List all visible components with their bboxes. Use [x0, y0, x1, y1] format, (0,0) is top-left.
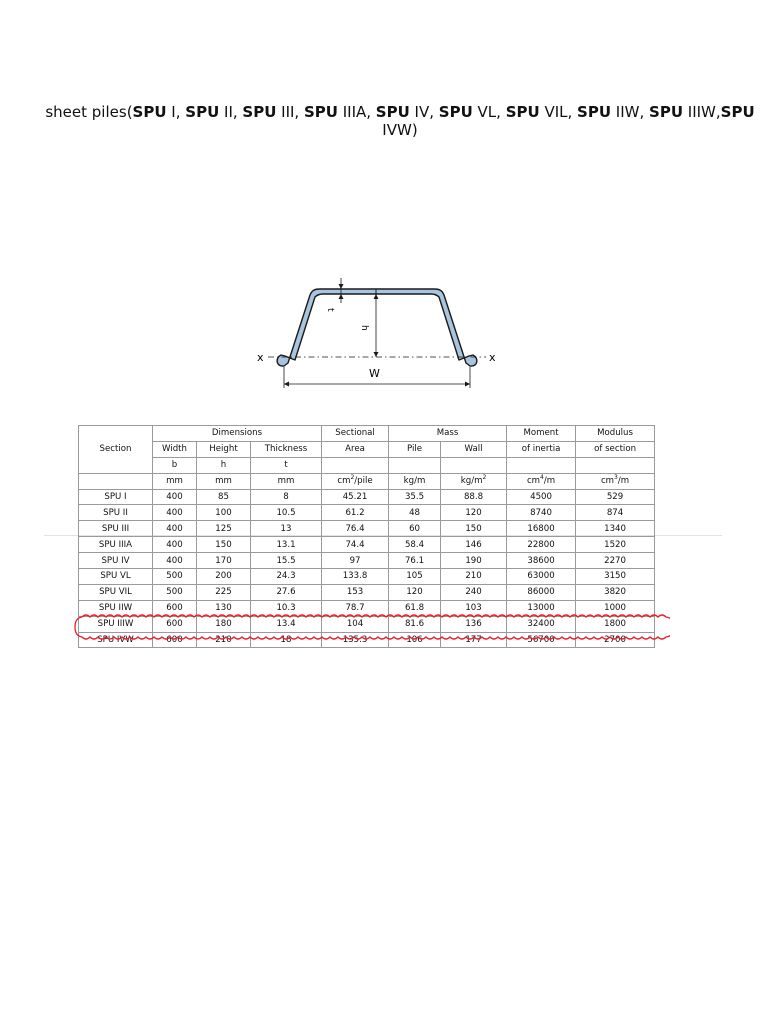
unit-modulus-exp: 3: [614, 474, 618, 482]
title-part-bold: SPU: [303, 103, 338, 121]
cell-wall-mass: 136: [441, 616, 507, 632]
cell-height: 130: [197, 600, 251, 616]
unit-wall: [441, 473, 507, 489]
cell-section: SPU I: [79, 489, 153, 505]
cell-modulus: 2270: [576, 553, 655, 569]
header-pile: Pile: [389, 441, 441, 457]
header-dimensions: Dimensions: [153, 426, 322, 442]
cell-modulus: 1800: [576, 616, 655, 632]
title-part-bold: SPU: [242, 103, 277, 121]
table-row: [79, 489, 655, 505]
unit-modulus-tail: /m: [617, 476, 630, 487]
unit-modulus: [576, 473, 655, 489]
header-sectional: Sectional: [322, 426, 389, 442]
cell-wall-mass: 150: [441, 521, 507, 537]
cell-modulus: 1520: [576, 537, 655, 553]
cell-area: 45.21: [322, 489, 389, 505]
title-part-rest: IIW,: [611, 103, 650, 121]
cell-width: 600: [153, 632, 197, 648]
cell-area: 97: [322, 553, 389, 569]
cell-section: SPU IVW: [79, 632, 153, 648]
unit-inertia-exp: 4: [540, 474, 544, 482]
cell-thickness: 27.6: [251, 584, 322, 600]
title-part-rest: IV,: [409, 103, 439, 121]
cell-pile-mass: 35.5: [389, 489, 441, 505]
cell-width: 400: [153, 489, 197, 505]
cell-thickness: 13.1: [251, 537, 322, 553]
units-row: [79, 473, 655, 489]
cell-thickness: 24.3: [251, 569, 322, 585]
cell-modulus: 1340: [576, 521, 655, 537]
cell-wall-mass: 210: [441, 569, 507, 585]
title-part-rest: IVW: [382, 121, 412, 139]
header-row-3: [79, 457, 655, 473]
header-blank-pile: [389, 457, 441, 473]
unit-inertia-base: cm: [526, 476, 541, 487]
title-part-rest: I,: [166, 103, 186, 121]
title-part-bold: SPU: [185, 103, 220, 121]
cell-area: 104: [322, 616, 389, 632]
cell-wall-mass: 88.8: [441, 489, 507, 505]
cell-thickness: 8: [251, 489, 322, 505]
header-mass: Mass: [389, 426, 507, 442]
unit-inertia: [507, 473, 576, 489]
page-title: [40, 103, 760, 139]
cell-modulus: 3150: [576, 569, 655, 585]
cell-height: 85: [197, 489, 251, 505]
cell-inertia: 4500: [507, 489, 576, 505]
header-height: Height: [197, 441, 251, 457]
table-row: [79, 569, 655, 585]
cell-pile-mass: 105: [389, 569, 441, 585]
cell-pile-mass: 58.4: [389, 537, 441, 553]
width-arrow-left: [284, 382, 289, 387]
header-thickness: Thickness: [251, 441, 322, 457]
cell-width: 400: [153, 521, 197, 537]
table-row: [79, 537, 655, 553]
thickness-arrow-bottom: [339, 294, 344, 299]
unit-area-base: cm: [337, 476, 351, 487]
width-label: W: [369, 367, 380, 380]
cell-height: 150: [197, 537, 251, 553]
title-part-bold: SPU: [649, 103, 683, 121]
title-part-bold: SPU: [720, 103, 755, 121]
unit-inertia-tail: /m: [543, 476, 556, 487]
header-symbol-b: b: [153, 457, 197, 473]
thickness-arrow-top: [339, 284, 344, 289]
table-row: [79, 553, 655, 569]
cell-wall-mass: 240: [441, 584, 507, 600]
cell-pile-mass: 120: [389, 584, 441, 600]
header-area: Area: [322, 441, 389, 457]
header-blank-area: [322, 457, 389, 473]
cell-section: SPU IIW: [79, 600, 153, 616]
table-row: [79, 616, 655, 632]
cell-thickness: 18: [251, 632, 322, 648]
unit-wall-exp: 2: [482, 474, 487, 482]
cell-wall-mass: 120: [441, 505, 507, 521]
cell-section: SPU II: [79, 505, 153, 521]
cell-area: 74.4: [322, 537, 389, 553]
header-section: Section: [79, 426, 153, 474]
unit-section-blank: [79, 473, 153, 489]
cell-inertia: 86000: [507, 584, 576, 600]
title-part-rest: IIIA,: [337, 103, 376, 121]
cell-pile-mass: 76.1: [389, 553, 441, 569]
cell-wall-mass: 190: [441, 553, 507, 569]
unit-modulus-base: cm: [600, 476, 615, 487]
cell-pile-mass: 61.8: [389, 600, 441, 616]
cell-width: 400: [153, 505, 197, 521]
cell-height: 170: [197, 553, 251, 569]
title-part-rest: IIIW,: [683, 103, 721, 121]
cell-thickness: 13.4: [251, 616, 322, 632]
header-row-2: [79, 441, 655, 457]
cell-modulus: 874: [576, 505, 655, 521]
table-row: [79, 632, 655, 648]
table-row: [79, 505, 655, 521]
header-blank-inertia: [507, 457, 576, 473]
cell-height: 225: [197, 584, 251, 600]
cell-thickness: 10.3: [251, 600, 322, 616]
cell-thickness: 10.5: [251, 505, 322, 521]
title-part-rest: II,: [219, 103, 243, 121]
cell-width: 500: [153, 569, 197, 585]
cell-inertia: 63000: [507, 569, 576, 585]
table-row: [79, 600, 655, 616]
unit-area-tail: /pile: [354, 476, 373, 487]
table-row: [79, 521, 655, 537]
title-prefix: sheet piles(: [45, 103, 133, 121]
cell-area: 133.8: [322, 569, 389, 585]
cell-pile-mass: 48: [389, 505, 441, 521]
header-of-inertia: of inertia: [507, 441, 576, 457]
cell-width: 600: [153, 600, 197, 616]
cell-pile-mass: 60: [389, 521, 441, 537]
cell-width: 500: [153, 584, 197, 600]
header-of-section: of section: [576, 441, 655, 457]
cell-area: 78.7: [322, 600, 389, 616]
cell-inertia: 38600: [507, 553, 576, 569]
cell-section: SPU IIIW: [79, 616, 153, 632]
cell-wall-mass: 177: [441, 632, 507, 648]
cell-inertia: 8740: [507, 505, 576, 521]
cell-height: 200: [197, 569, 251, 585]
title-part-rest: III,: [276, 103, 304, 121]
cell-pile-mass: 81.6: [389, 616, 441, 632]
thickness-label: t: [325, 308, 335, 312]
cell-thickness: 13: [251, 521, 322, 537]
title-part-bold: SPU: [438, 103, 473, 121]
unit-height: mm: [197, 473, 251, 489]
header-moment: Moment: [507, 426, 576, 442]
table-row: [79, 584, 655, 600]
cell-wall-mass: 103: [441, 600, 507, 616]
cell-inertia: 13000: [507, 600, 576, 616]
cell-wall-mass: 146: [441, 537, 507, 553]
unit-width: mm: [153, 473, 197, 489]
cell-area: 76.4: [322, 521, 389, 537]
height-label: h: [359, 325, 369, 331]
cell-height: 100: [197, 505, 251, 521]
cell-modulus: 1000: [576, 600, 655, 616]
height-arrow-top: [374, 294, 379, 299]
cell-inertia: 56700: [507, 632, 576, 648]
header-symbol-h: h: [197, 457, 251, 473]
cell-section: SPU III: [79, 521, 153, 537]
axis-label-left: x: [257, 351, 264, 364]
cell-modulus: 2700: [576, 632, 655, 648]
cell-inertia: 22800: [507, 537, 576, 553]
cell-area: 61.2: [322, 505, 389, 521]
cell-area: 153: [322, 584, 389, 600]
title-part-bold: SPU: [132, 103, 167, 121]
header-blank-wall: [441, 457, 507, 473]
axis-label-right: x: [489, 351, 496, 364]
cell-area: 135.3: [322, 632, 389, 648]
cell-modulus: 529: [576, 489, 655, 505]
cell-inertia: 16800: [507, 521, 576, 537]
cell-modulus: 3820: [576, 584, 655, 600]
cell-width: 600: [153, 616, 197, 632]
cell-pile-mass: 106: [389, 632, 441, 648]
header-modulus: Modulus: [576, 426, 655, 442]
cell-thickness: 15.5: [251, 553, 322, 569]
sheet-pile-spec-table: [78, 425, 655, 648]
unit-area: [322, 473, 389, 489]
cell-section: SPU IV: [79, 553, 153, 569]
header-symbol-t: t: [251, 457, 322, 473]
header-blank-modulus: [576, 457, 655, 473]
cell-section: SPU VIL: [79, 584, 153, 600]
header-wall: Wall: [441, 441, 507, 457]
title-section-list: [133, 103, 755, 139]
unit-area-exp: 2: [350, 474, 355, 482]
title-part-bold: SPU: [505, 103, 540, 121]
unit-thickness: mm: [251, 473, 322, 489]
title-part-rest: VIL,: [539, 103, 578, 121]
title-part-bold: SPU: [375, 103, 410, 121]
cell-section: SPU VL: [79, 569, 153, 585]
header-row-1: [79, 426, 655, 442]
sheet-pile-profile-diagram: [248, 270, 508, 395]
cell-height: 210: [197, 632, 251, 648]
cell-height: 180: [197, 616, 251, 632]
header-width: Width: [153, 441, 197, 457]
title-suffix: ): [411, 121, 418, 139]
title-part-rest: VL,: [472, 103, 506, 121]
unit-pile: kg/m: [389, 473, 441, 489]
cell-inertia: 32400: [507, 616, 576, 632]
width-arrow-right: [465, 382, 470, 387]
cell-section: SPU IIIA: [79, 537, 153, 553]
cell-height: 125: [197, 521, 251, 537]
cell-width: 400: [153, 553, 197, 569]
height-arrow-bottom: [374, 352, 379, 357]
title-part-bold: SPU: [577, 103, 612, 121]
cell-width: 400: [153, 537, 197, 553]
unit-wall-base: kg/m: [460, 476, 483, 487]
